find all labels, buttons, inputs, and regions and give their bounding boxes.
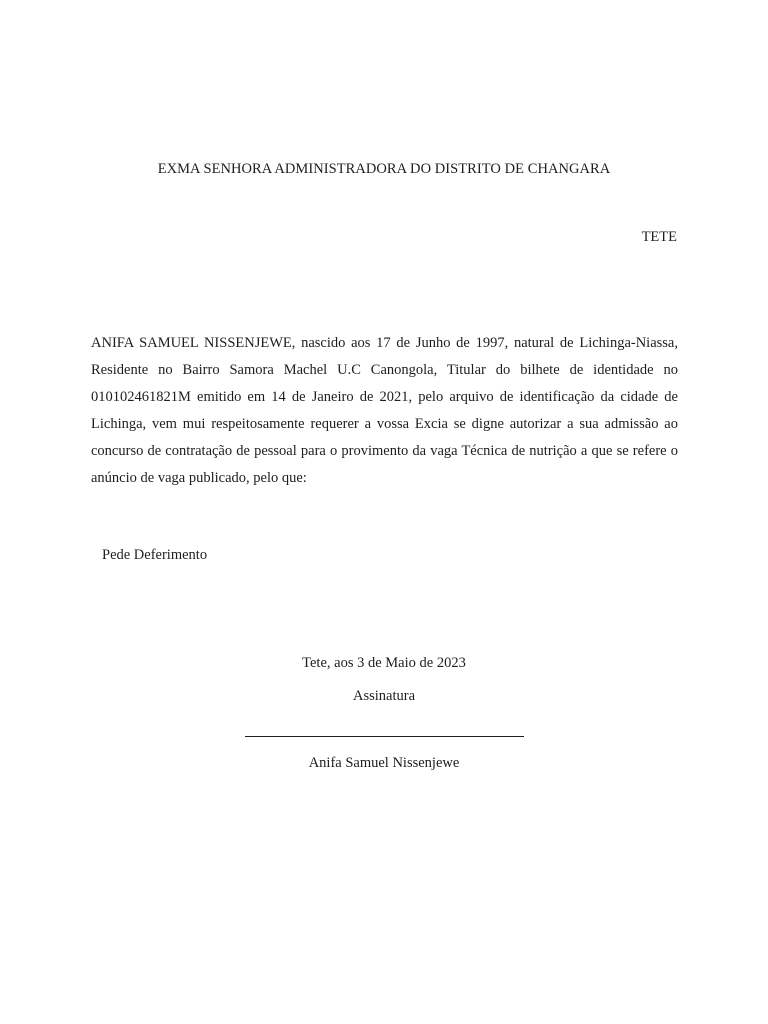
date-line: Tete, aos 3 de Maio de 2023 [302, 655, 466, 671]
signature-line [245, 736, 524, 737]
signature-label: Assinatura [352, 688, 415, 704]
request-paragraph: ANIFA SAMUEL NISSENJEWE, nascido aos 17 de Junho de 1997, natural de Lichinga-Niassa, Residente no Bairro Samora Machel U.C Canongola, Titular do bilhete de identidade no 010102461821M emitido em 14 de Janeiro de 2021, pelo arquivo de identificação da cidade de Lichinga, vem mui respeitosamente requerer a vossa Excia se digne autorizar a sua admissão ao concurso de contratação de pessoal para o provimento da vaga Técnica de nutrição a que se refere o anúncio de vaga publicado, pelo que: [91, 335, 678, 486]
addressee-heading: EXMA SENHORA ADMINISTRADORA DO DISTRITO DE CHANGARA [157, 161, 611, 177]
closing-phrase: Pede Deferimento [102, 547, 208, 563]
signer-name: Anifa Samuel Nissenjewe [308, 755, 460, 771]
city-heading: TETE [641, 229, 677, 245]
